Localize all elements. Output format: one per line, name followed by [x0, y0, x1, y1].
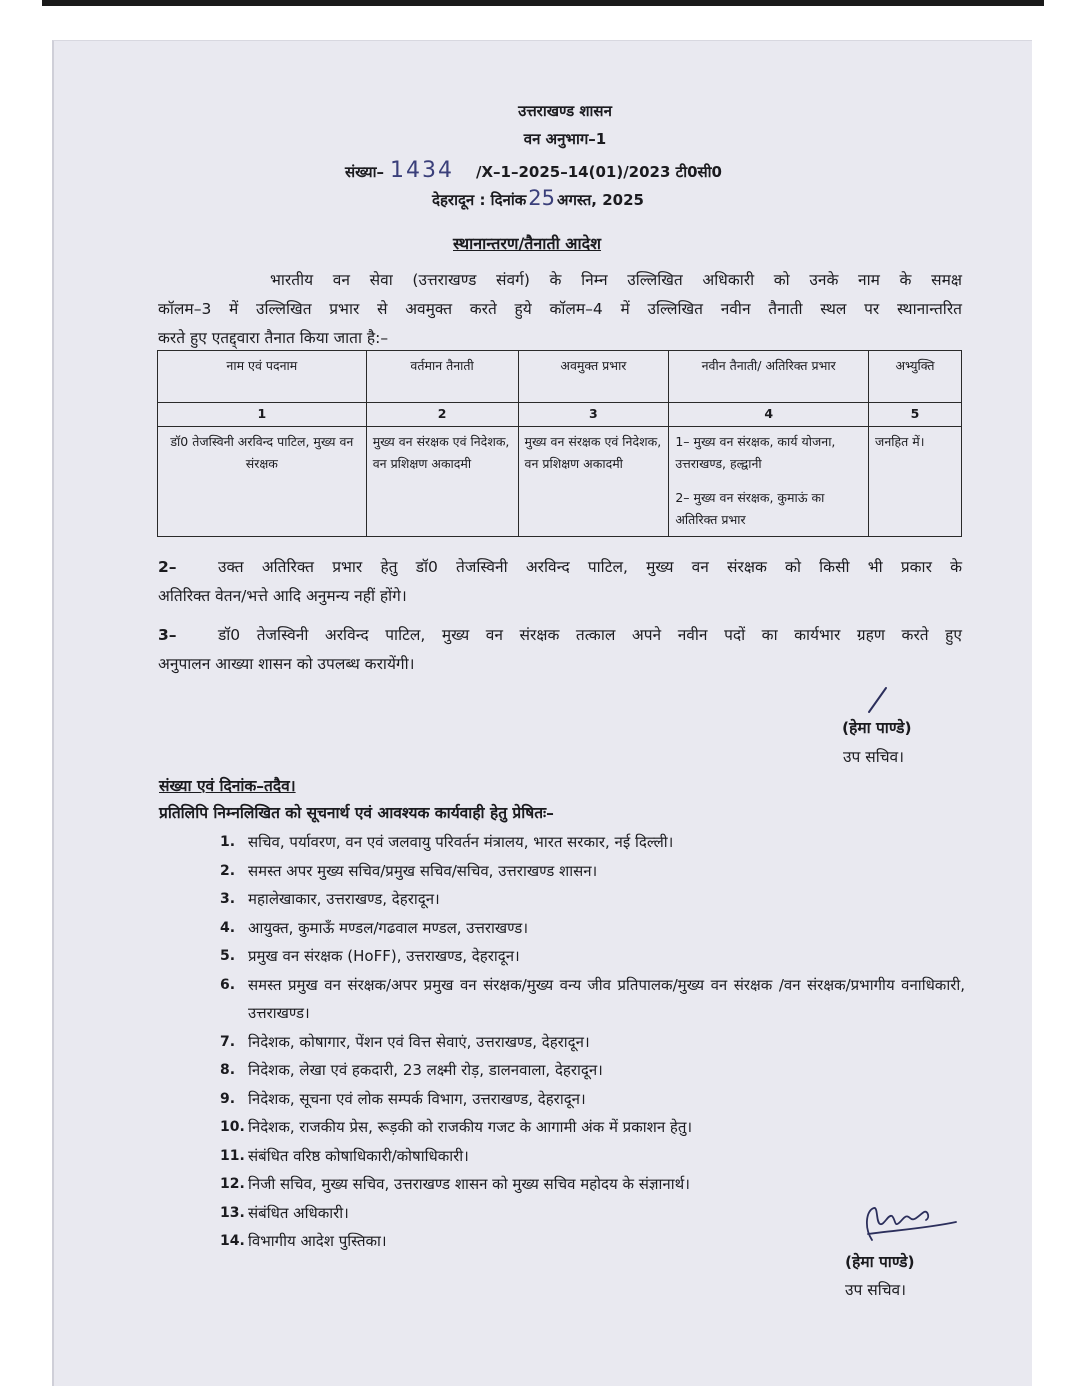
list-item: 1. सचिव, पर्यावरण, वन एवं जलवायु परिवर्तन मंत्रालय, भारत सरकार, नई दिल्ली।: [220, 833, 674, 851]
col-number: 3: [518, 403, 669, 427]
handwritten-number: 1434: [390, 158, 455, 183]
list-item: 4. आयुक्त, कुमाऊँ मण्डल/गढवाल मण्डल, उत्तराखण्ड।: [220, 918, 529, 937]
cell-relieved: मुख्य वन संरक्षक एवं निदेशक, वन प्रशिक्षण अकादमी: [518, 427, 669, 537]
date-rest: अगस्त, 2025: [557, 191, 644, 209]
list-item: 13. संबंधित अधिकारी।: [220, 1203, 349, 1222]
cell-remarks: जनहित में।: [869, 427, 962, 537]
new-posting-1: 1– मुख्य वन संरक्षक, कार्य योजना, उत्तराखण्ड, हल्द्वानी: [675, 434, 836, 471]
para2-line-2: अतिरिक्त वेतन/भत्ते आदि अनुमन्य नहीं होंगे।: [158, 587, 407, 605]
new-posting-2: 2– मुख्य वन संरक्षक, कुमाऊं का अतिरिक्त प्रभार: [675, 490, 825, 527]
handwritten-signature: [858, 1200, 968, 1250]
cell-name: डॉ0 तेजस्विनी अरविन्द पाटिल, मुख्य वन संरक्षक: [158, 427, 367, 537]
list-item: 6. समस्त प्रमुख वन संरक्षक/अपर प्रमुख वन संरक्षक/मुख्य वन्य जीव प्रतिपालक/मुख्य वन संरक्षक /वन संरक्षक/प्रभागीय वनाधिकारी, उत्तराखण्ड।: [220, 975, 965, 1022]
list-item: 2. समस्त अपर मुख्य सचिव/प्रमुख सचिव/सचिव, उत्तराखण्ड शासन।: [220, 861, 598, 880]
col-number: 5: [869, 403, 962, 427]
para3-number: 3–: [158, 626, 177, 644]
copy-intro: प्रतिलिपि निम्नलिखित को सूचनार्थ एवं आवश्यक कार्यवाही हेतु प्रेषितः–: [159, 804, 554, 822]
order-title: स्थानान्तरण/तैनाती आदेश: [453, 234, 602, 253]
col-header-remarks: अभ्युक्ति: [869, 351, 962, 403]
list-item: 7. निदेशक, कोषागार, पेंशन एवं वित्त सेवाएं, उत्तराखण्ड, देहरादून।: [220, 1032, 590, 1051]
table-number-row: [158, 403, 962, 427]
list-item: 8. निदेशक, लेखा एवं हकदारी, 23 लक्ष्मी रोड़, डालनवाला, देहरादून।: [220, 1061, 603, 1079]
order-number-line: [345, 158, 722, 183]
signatory-designation: उप सचिव।: [843, 748, 905, 766]
para3-line-1: 3– डॉ0 तेजस्विनी अरविन्द पाटिल, मुख्य वन संरक्षक तत्काल अपने नवीन पदों का कार्यभार ग्रहण करते हुए: [158, 621, 962, 650]
intro-line-2: कॉलम–3 में उल्लिखित प्रभार से अवमुक्त करते हुये कॉलम–4 में उल्लिखित नवीन तैनाती स्थल पर स्थानान्तरित: [158, 300, 962, 318]
col-number: 2: [366, 403, 518, 427]
col-header-new: नवीन तैनाती/ अतिरिक्त प्रभार: [669, 351, 869, 403]
signature-mark: [866, 685, 890, 715]
col-header-relieved: अवमुक्त प्रभार: [518, 351, 669, 403]
cell-current: मुख्य वन संरक्षक एवं निदेशक, वन प्रशिक्षण अकादमी: [366, 427, 518, 537]
list-item: 14. विभागीय आदेश पुस्तिका।: [220, 1232, 387, 1250]
col-number: 1: [158, 403, 367, 427]
col-number: 4: [669, 403, 869, 427]
reference-line: संख्या एवं दिनांक–तदैव।: [159, 777, 296, 795]
section-name: वन अनुभाग–1: [523, 130, 607, 148]
intro-line-3: करते हुए एतद्द्वारा तैनात किया जाता है:–: [158, 329, 389, 347]
table-row: [158, 427, 962, 537]
para3-line-2: अनुपालन आख्या शासन को उपलब्ध करायेंगी।: [158, 655, 415, 673]
intro-line-1: भारतीय वन सेवा (उत्तराखण्ड संवर्ग) के निम्न उल्लिखित अधिकारी को उनके नाम के समक्ष: [270, 271, 962, 289]
table-header-row: [158, 351, 962, 403]
col-header-current: वर्तमान तैनाती: [366, 351, 518, 403]
signatory2-designation: उप सचिव।: [845, 1281, 907, 1299]
govt-name: उत्तराखण्ड शासन: [518, 102, 612, 120]
list-item: 11. संबंधित वरिष्ठ कोषाधिकारी/कोषाधिकारी।: [220, 1146, 469, 1165]
transfer-table: [157, 350, 962, 537]
top-edge-bar: [42, 0, 1044, 6]
number-label: संख्या–: [345, 163, 385, 181]
list-item: 12. निजी सचिव, मुख्य सचिव, उत्तराखण्ड शासन को मुख्य सचिव महोदय के संज्ञानार्थ।: [220, 1175, 690, 1193]
paragraph-2: [158, 553, 962, 611]
cell-new: [669, 427, 869, 537]
paragraph-3: [158, 621, 962, 679]
list-item: 3. महालेखाकार, उत्तराखण्ड, देहरादून।: [220, 890, 440, 908]
para2-number: 2–: [158, 558, 177, 576]
distribution-list: [220, 828, 965, 1256]
col-header-name: नाम एवं पदनाम: [158, 351, 367, 403]
place-date-line: [432, 186, 644, 210]
number-rest: /X–1–2025–14(01)/2023 टी0सी0: [476, 163, 722, 181]
list-item: 5. प्रमुख वन संरक्षक (HoFF), उत्तराखण्ड, देहरादून।: [220, 947, 520, 965]
list-item: 10. निदेशक, राजकीय प्रेस, रूड़की को राजकीय गजट के आगामी अंक में प्रकाशन हेतु।: [220, 1118, 693, 1136]
signatory-name: (हेमा पाण्डे): [842, 719, 912, 737]
intro-paragraph: [158, 266, 962, 353]
place-date-prefix: देहरादून : दिनांक: [432, 191, 527, 209]
signatory2-name: (हेमा पाण्डे): [845, 1253, 915, 1271]
handwritten-date: 25: [528, 186, 555, 210]
para2-line-1: 2– उक्त अतिरिक्त प्रभार हेतु डॉ0 तेजस्विनी अरविन्द पाटिल, मुख्य वन संरक्षक को किसी भी प्रकार के: [158, 553, 962, 582]
list-item: 9. निदेशक, सूचना एवं लोक सम्पर्क विभाग, उत्तराखण्ड, देहरादून।: [220, 1089, 586, 1108]
